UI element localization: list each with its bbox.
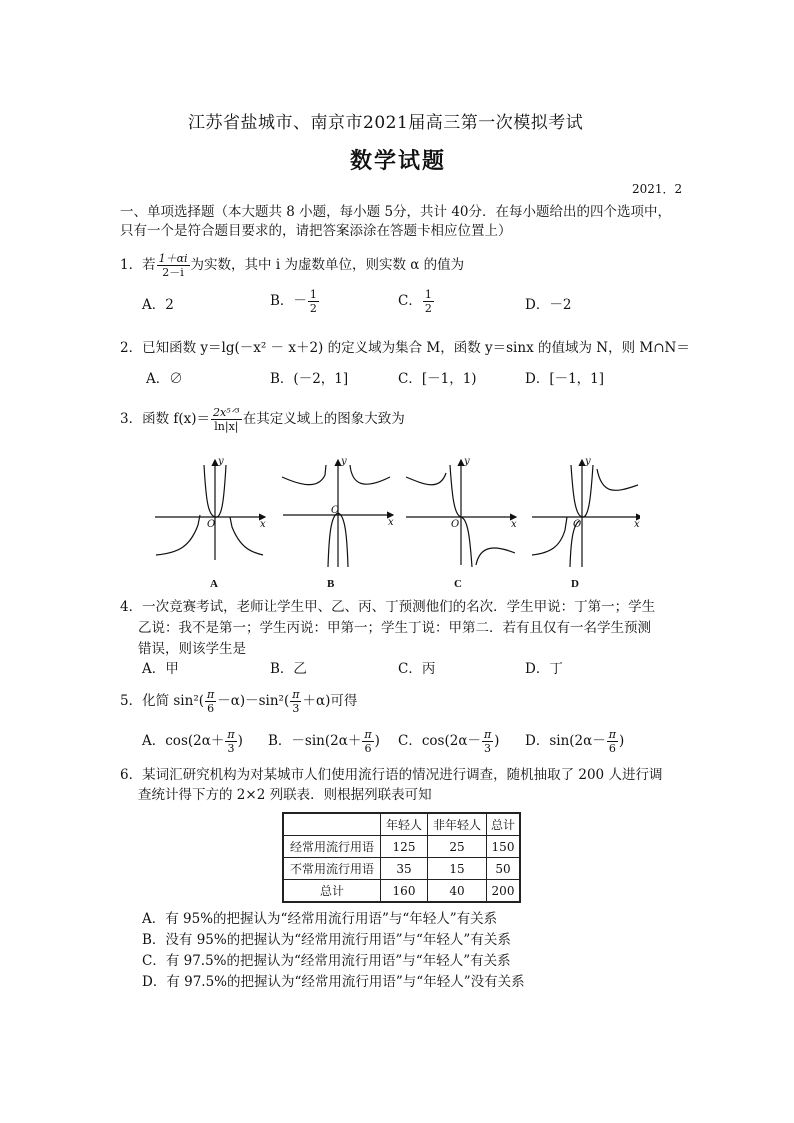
- q6-option-d[interactable]: D．有 97.5%的把握认为“经常用流行用语”与“年轻人”没有关系: [142, 974, 525, 990]
- question-6-line1: 6．某词汇研究机构为对某城市人们使用流行语的情况进行调查，随机抽取了 200 人进行调: [120, 767, 663, 783]
- subject-title: 数学试题: [350, 148, 447, 174]
- table-header-row: [283, 813, 520, 836]
- axis-label-y: y: [464, 456, 470, 467]
- table-cell: 200: [487, 880, 521, 903]
- option-text: ): [618, 733, 625, 749]
- option-text: －: [293, 293, 307, 309]
- table-cell: 总计: [283, 880, 381, 903]
- option-label: D．: [525, 371, 550, 387]
- question-5: [120, 688, 357, 715]
- option-text: ): [374, 733, 380, 749]
- option-text: ∅: [169, 371, 183, 387]
- table-cell: 不常用流行用语: [283, 858, 381, 880]
- table-row: [283, 836, 520, 858]
- option-text: 甲: [165, 661, 179, 677]
- q1-frac-num: 1＋αi: [158, 252, 188, 265]
- option-label: A．: [146, 371, 170, 387]
- graph-label-b: B: [327, 578, 335, 590]
- graph-d[interactable]: [532, 460, 640, 567]
- frac-num: 1: [424, 288, 432, 301]
- frac-num: π: [364, 728, 372, 741]
- q4-option-b[interactable]: [270, 660, 307, 678]
- q6-option-b[interactable]: B．没有 95%的把握认为“经常用流行用语”与“年轻人”有关系: [142, 932, 511, 948]
- table-header: 年轻人: [381, 813, 428, 836]
- frac-den: 6: [608, 742, 616, 755]
- q1-frac-den: 2－i: [162, 266, 184, 279]
- table-cell: 160: [381, 880, 428, 903]
- option-label: B．: [270, 661, 294, 677]
- q1-fraction: [157, 252, 190, 279]
- axis-label-x: x: [634, 519, 640, 530]
- option-fraction: [225, 728, 236, 755]
- table-header: 非年轻人: [428, 813, 487, 836]
- question-4-line3: 错误，则该学生是: [138, 641, 246, 657]
- option-label: B．: [270, 293, 294, 309]
- option-label: C．: [398, 733, 422, 749]
- option-text: －sin(2α＋: [291, 733, 362, 749]
- question-2: 2．已知函数 y＝lg(－x² － x＋2) 的定义域为集合 M，函数 y＝sinx 的值域为 N，则 M∩N＝: [120, 340, 690, 356]
- option-text: cos(2α＋: [165, 733, 225, 749]
- option-label: D．: [525, 661, 550, 677]
- axis-label-x: x: [260, 519, 266, 530]
- q1-option-d[interactable]: [525, 296, 571, 314]
- q6-option-c[interactable]: C．有 97.5%的把握认为“经常用流行用语”与“年轻人”有关系: [142, 953, 511, 969]
- q4-option-a[interactable]: [142, 660, 179, 678]
- table-cell: 125: [381, 836, 428, 858]
- q3-prefix: 3．函数 f(x)＝: [120, 411, 211, 427]
- axis-label-y: y: [585, 456, 591, 467]
- q4-option-c[interactable]: [398, 660, 435, 678]
- frac-den: 3: [227, 742, 235, 755]
- frac-num: 1: [309, 288, 317, 301]
- frac-num: π: [483, 728, 492, 741]
- q4-option-d[interactable]: [525, 660, 563, 678]
- frac-num: π: [207, 688, 215, 701]
- table-cell: [283, 813, 381, 836]
- axis-label-x: x: [511, 519, 517, 530]
- q5-option-c[interactable]: [398, 728, 499, 755]
- frac-num: π: [608, 728, 616, 741]
- q1-option-b[interactable]: [270, 288, 320, 315]
- question-1: [120, 252, 464, 279]
- contingency-table: [282, 812, 521, 903]
- q5-text-b: －α)－sin²(: [217, 693, 290, 709]
- q1-suffix: 为实数，其中 i 为虚数单位，则实数 α 的值为: [190, 257, 465, 273]
- option-text: ): [494, 733, 500, 749]
- option-text: sin(2α－: [549, 733, 606, 749]
- section-intro-line2: 只有一个是符合题目要求的，请把答案添涂在答题卡相应位置上）: [120, 223, 512, 239]
- q1-option-c[interactable]: [398, 288, 435, 315]
- q5-option-d[interactable]: [525, 728, 624, 755]
- option-text: －2: [549, 297, 572, 313]
- q5-frac-1: [205, 688, 216, 715]
- q5-option-a[interactable]: [142, 728, 243, 755]
- frac-den: 3: [292, 702, 300, 715]
- frac-den: 2: [424, 302, 432, 315]
- option-text: ): [237, 733, 243, 749]
- frac-num: π: [227, 728, 235, 741]
- option-fraction: [423, 288, 434, 315]
- q1-prefix: 1．若: [120, 257, 156, 273]
- table-row: [283, 880, 520, 903]
- q3-frac-num: 2x⁵ᐟ³: [213, 406, 240, 419]
- option-label: C．: [398, 293, 422, 309]
- q5-option-b[interactable]: [268, 728, 380, 755]
- option-text: cos(2α－: [421, 733, 481, 749]
- option-label: D．: [525, 733, 550, 749]
- q5-text-a: 5．化简 sin²(: [120, 693, 204, 709]
- table-cell: 35: [381, 858, 428, 880]
- table-cell: 150: [487, 836, 521, 858]
- frac-den: 6: [207, 702, 215, 715]
- origin-label: O: [573, 519, 582, 530]
- exam-date: 2021．2: [632, 182, 683, 196]
- q1-option-a[interactable]: [142, 296, 174, 314]
- graph-a[interactable]: [155, 460, 265, 560]
- option-text: 丙: [421, 661, 436, 677]
- table-cell: 15: [428, 858, 487, 880]
- option-label: A．: [142, 297, 166, 313]
- option-text: [－1，1]: [549, 371, 605, 387]
- option-text: (－2，1]: [293, 371, 349, 387]
- option-label: B．: [268, 733, 292, 749]
- origin-label: O: [451, 519, 460, 530]
- q3-fraction: [211, 406, 242, 433]
- option-text: 丁: [549, 661, 563, 677]
- origin-label: O: [331, 505, 340, 516]
- q2-option-a[interactable]: [146, 370, 183, 388]
- option-fraction: [362, 728, 373, 755]
- option-label: D．: [525, 297, 550, 313]
- option-label: A．: [142, 661, 166, 677]
- q3-frac-den: ln|x|: [214, 420, 239, 433]
- option-label: A．: [142, 733, 166, 749]
- option-fraction: [308, 288, 319, 315]
- option-fraction: [607, 728, 618, 755]
- table-cell: 经常用流行用语: [283, 836, 381, 858]
- q5-text-c: ＋α)可得: [302, 693, 358, 709]
- frac-den: 6: [364, 742, 372, 755]
- table-cell: 25: [428, 836, 487, 858]
- option-label: B．: [270, 371, 294, 387]
- option-label: C．: [398, 371, 422, 387]
- axis-label-x: x: [388, 517, 394, 528]
- q5-frac-2: [290, 688, 301, 715]
- table-header: 总计: [487, 813, 521, 836]
- q2-option-c[interactable]: [398, 370, 477, 388]
- frac-den: 3: [484, 742, 492, 755]
- frac-num: π: [292, 688, 300, 701]
- option-text: 乙: [293, 661, 307, 677]
- origin-label: O: [207, 519, 216, 530]
- q3-suffix: 在其定义域上的图象大致为: [242, 411, 405, 427]
- axis-label-y: y: [341, 456, 347, 467]
- axis-label-y: y: [218, 456, 224, 467]
- table-cell: 40: [428, 880, 487, 903]
- graph-label-a: A: [210, 578, 218, 590]
- option-text: 2: [165, 297, 174, 313]
- graph-label-d: D: [571, 578, 579, 590]
- question-4-line1: 4．一次竞赛考试，老师让学生甲、乙、丙、丁预测他们的名次．学生甲说：丁第一；学生: [120, 599, 656, 615]
- graph-c[interactable]: [406, 460, 516, 567]
- exam-title: 江苏省盐城市、南京市2021届高三第一次模拟考试: [188, 113, 584, 133]
- graph-label-c: C: [454, 578, 462, 590]
- question-6-line2: 查统计得下方的 2×2 列联表．则根据列联表可知: [138, 787, 432, 803]
- q6-option-a[interactable]: A．有 95%的把握认为“经常用流行用语”与“年轻人”有关系: [142, 911, 498, 927]
- option-text: [－1，1): [421, 371, 477, 387]
- table-row: [283, 858, 520, 880]
- q2-option-d[interactable]: [525, 370, 604, 388]
- section-intro-line1: 一、单项选择题（本大题共 8 小题，每小题 5分，共计 40分．在每小题给出的四个选项中，: [120, 204, 672, 220]
- option-label: C．: [398, 661, 422, 677]
- question-3: [120, 406, 405, 433]
- frac-den: 2: [309, 302, 317, 315]
- option-fraction: [482, 728, 493, 755]
- question-4-line2: 乙说：我不是第一；学生丙说：甲第一；学生丁说：甲第二．若有且仅有一名学生预测: [138, 620, 651, 636]
- q2-option-b[interactable]: [270, 370, 348, 388]
- q3-graphs: [150, 455, 640, 595]
- table-cell: 50: [487, 858, 521, 880]
